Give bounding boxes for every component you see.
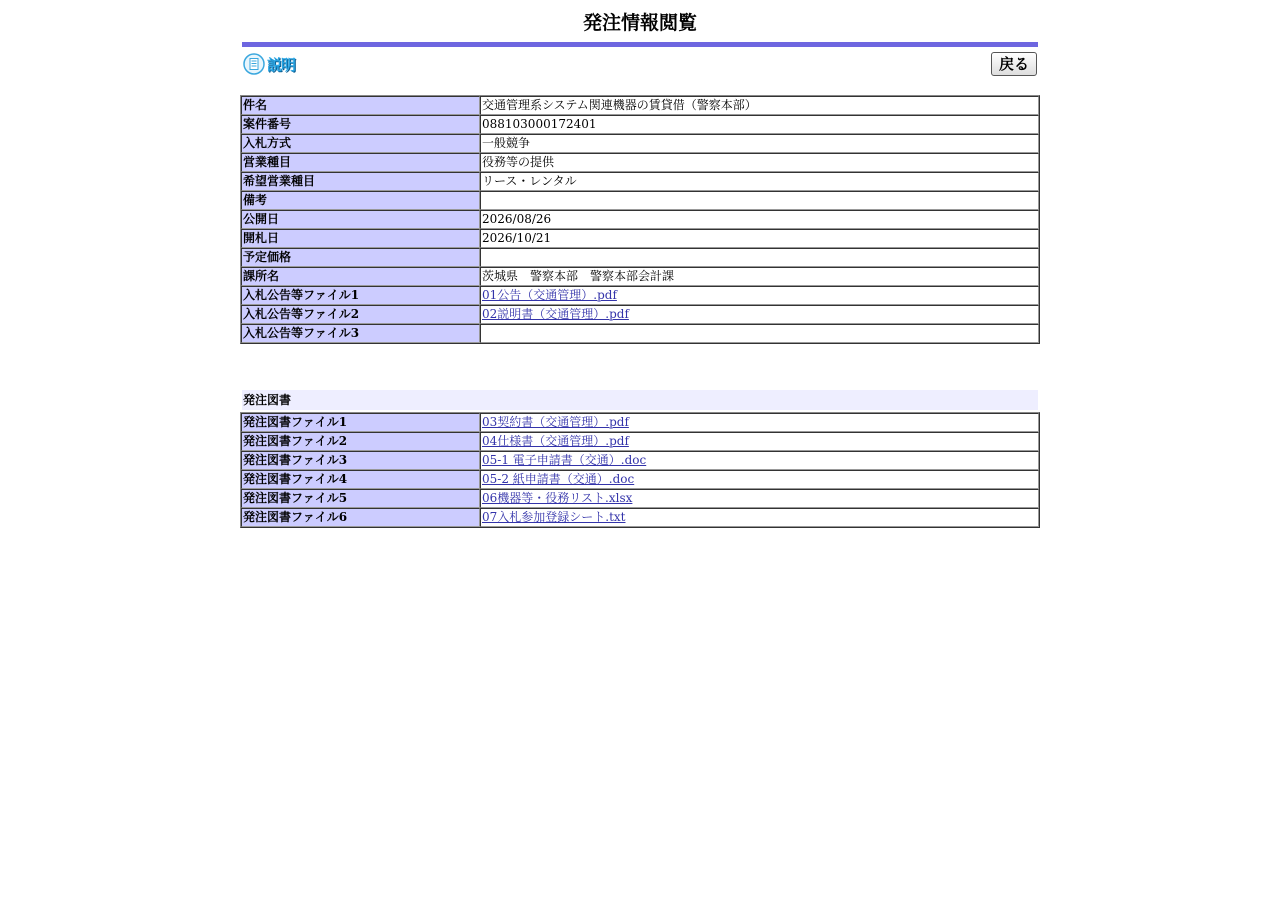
order-docs-section-header: 発注図書 (242, 390, 1038, 410)
row-label: 発注図書ファイル1 (241, 413, 480, 432)
row-value (480, 489, 1039, 508)
table-row (241, 470, 1039, 489)
row-value: 役務等の提供 (480, 153, 1039, 172)
row-value (480, 286, 1039, 305)
row-label: 備考 (241, 191, 480, 210)
row-value (480, 451, 1039, 470)
row-value (480, 305, 1039, 324)
row-label: 発注図書ファイル5 (241, 489, 480, 508)
row-label: 希望営業種目 (241, 172, 480, 191)
table-row (241, 172, 1039, 191)
table-row (241, 210, 1039, 229)
table-row (241, 508, 1039, 527)
file-link[interactable]: 06機器等・役務リスト.xlsx (482, 491, 633, 505)
row-label: 発注図書ファイル4 (241, 470, 480, 489)
row-label: 発注図書ファイル3 (241, 451, 480, 470)
row-label: 入札公告等ファイル3 (241, 324, 480, 343)
row-label: 案件番号 (241, 115, 480, 134)
row-value: 茨城県 警察本部 警察本部会計課 (480, 267, 1039, 286)
row-value (480, 413, 1039, 432)
file-link[interactable]: 04仕様書（交通管理）.pdf (482, 434, 629, 448)
row-value: リース・レンタル (480, 172, 1039, 191)
file-link[interactable]: 03契約書（交通管理）.pdf (482, 415, 629, 429)
row-label: 入札公告等ファイル1 (241, 286, 480, 305)
table-row (241, 115, 1039, 134)
row-label: 入札公告等ファイル2 (241, 305, 480, 324)
table-row (241, 134, 1039, 153)
page-title: 発注情報閲覧 (582, 12, 697, 34)
table-row (241, 324, 1039, 343)
row-value (480, 508, 1039, 527)
table-row (241, 305, 1039, 324)
row-label: 件名 (241, 96, 480, 115)
file-link[interactable]: 05-2 紙申請書（交通）.doc (482, 472, 635, 486)
row-label: 入札方式 (241, 134, 480, 153)
table-row (241, 286, 1039, 305)
row-label: 予定価格 (241, 248, 480, 267)
row-value: 088103000172401 (480, 115, 1039, 134)
row-label: 発注図書ファイル2 (241, 432, 480, 451)
back-button[interactable]: 戻る (991, 52, 1037, 76)
row-value (480, 248, 1039, 267)
document-icon (243, 53, 265, 75)
table-row (241, 96, 1039, 115)
row-label: 公開日 (241, 210, 480, 229)
detail-table (240, 95, 1040, 344)
table-row (241, 191, 1039, 210)
order-docs-table (240, 412, 1040, 528)
row-label: 営業種目 (241, 153, 480, 172)
help-label: 説明 (267, 55, 296, 74)
table-row (241, 489, 1039, 508)
table-row (241, 413, 1039, 432)
row-value: 交通管理系システム関連機器の賃貸借（警察本部） (480, 96, 1039, 115)
row-value: 2026/08/26 (480, 210, 1039, 229)
file-link[interactable]: 01公告（交通管理）.pdf (482, 288, 617, 302)
row-value: 2026/10/21 (480, 229, 1039, 248)
file-link[interactable]: 05-1 電子申請書（交通）.doc (482, 453, 647, 467)
file-link[interactable]: 07入札参加登録シート.txt (482, 510, 626, 524)
row-value (480, 191, 1039, 210)
file-link[interactable]: 02説明書（交通管理）.pdf (482, 307, 629, 321)
row-value (480, 432, 1039, 451)
row-label: 課所名 (241, 267, 480, 286)
table-row (241, 432, 1039, 451)
table-row (241, 248, 1039, 267)
row-label: 発注図書ファイル6 (241, 508, 480, 527)
row-value: 一般競争 (480, 134, 1039, 153)
help-link[interactable] (243, 52, 295, 76)
row-value (480, 324, 1039, 343)
table-row (241, 153, 1039, 172)
row-label: 開札日 (241, 229, 480, 248)
table-row (241, 229, 1039, 248)
title-divider (242, 42, 1038, 47)
table-row (241, 451, 1039, 470)
table-row (241, 267, 1039, 286)
row-value (480, 470, 1039, 489)
